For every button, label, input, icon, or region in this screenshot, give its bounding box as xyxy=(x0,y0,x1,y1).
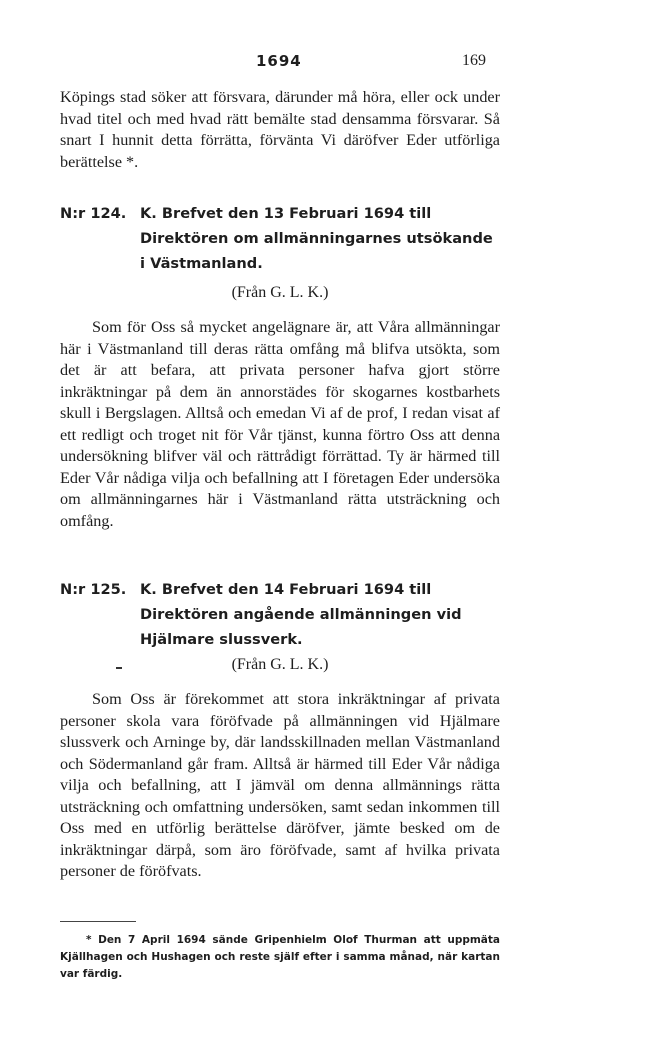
entry-124-title: K. Brefvet den 13 Februari 1694 till Direktören om allmänningarnes utsökande i Västmanland. xyxy=(140,205,493,272)
entry-125-heading xyxy=(60,577,500,652)
entry-124-body xyxy=(60,317,500,532)
entry-124-heading xyxy=(60,201,500,276)
entry-125-number: N:r 125. xyxy=(60,581,127,598)
continuation-text: Köpings stad söker att försvara, därunder må höra, eller ock under hvad titel och med hvad rätt bemälte stad densamma försvarar. Så snart I hunnit detta förrätta, förvänta Vi däröfver Eder utförliga berättelse *. xyxy=(60,88,500,171)
continuation-paragraph xyxy=(60,87,500,173)
header-year: 1694 xyxy=(256,52,302,70)
footnote-text: * Den 7 April 1694 sände Gripenhielm Olof Thurman att uppmäta Kjällhagen och Hushagen och reste själf efter i samma månad, när kartan var färdig. xyxy=(60,934,500,980)
footnote xyxy=(60,932,500,983)
page-header xyxy=(60,52,500,76)
entry-125-body-text: Som Oss är förekommet att stora inkräktningar af privata personer skola vara föröfvade på allmänningen vid Hjälmare slussverk och Arninge by, där landsskillnaden mellan Västmanland och Södermanland går fram. Alltså är härmed till Eder Vår nådiga vilja och befallning, att I jämväl om denna allmännings rätta utsträckning och omfattning undersöken, samt sedan inkommen till Oss med en utförlig berättelse däröfver, jämte besked om de inkräktningar därpå, som äro föröfvade, samt af hvilka privata personer de föröfvats. xyxy=(60,690,500,880)
entry-124-number: N:r 124. xyxy=(60,205,127,222)
entry-124-source: (Från G. L. K.) xyxy=(231,284,329,301)
entry-125-title: K. Brefvet den 14 Februari 1694 till Direktören angående allmänningen vid Hjälmare slussverk. xyxy=(140,581,462,648)
entry-125-body xyxy=(60,689,500,883)
footnote-divider xyxy=(60,921,136,922)
page-number: 169 xyxy=(462,52,486,69)
entry-125-source: (Från G. L. K.) xyxy=(231,656,329,673)
entry-124-body-text: Som för Oss så mycket angelägnare är, att Våra allmänningar här i Västmanland till deras rätta omfång må blifva utsökta, som det är att befara, att privata personer hafva gjort större inkräktningar på dem än annorstädes för skogarnes kostbarhets skull i Bergslagen. Alltså och emedan Vi af de prof, I redan visat af ett redligt och troget nit för Vår tjänst, kunna förtro Oss att denna undersökning blifver väl och rättrådigt förrättad. Ty är härmed till Eder Vår nådiga vilja och befallning att I företagen Eder undersöka om allmänningarnes här i Västmanland rätta utsträckning och omfång. xyxy=(60,318,500,530)
